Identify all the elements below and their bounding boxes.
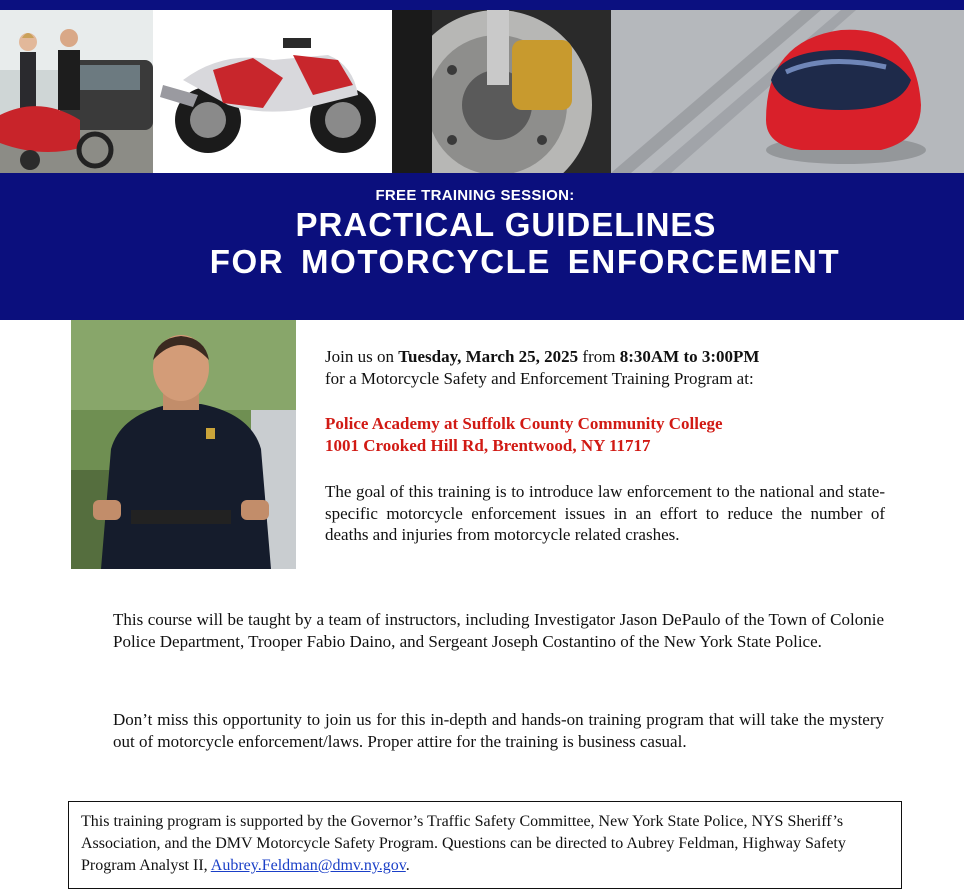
goal-paragraph: The goal of this training is to introduce law enforcement to the national and state-specific motorcycle enforcement issues in an effort to reduce the number of deaths and injuries from motorcycle related crashes. <box>325 482 885 544</box>
sponsor-text: This training program is supported by the Governor’s Traffic Safety Committee, New York State Police, NYS Sheriff’s Association, and the DMV Motorcycle Safety Program. Questions can be directed to Aubrey Feldman, Highway Safety Program Analyst II, <box>81 813 846 874</box>
sponsor-text-end: . <box>405 857 410 874</box>
sponsor-footer-text <box>81 811 889 877</box>
brake-disc-photo <box>392 10 611 173</box>
top-border-rule <box>0 0 964 10</box>
venue-block <box>325 413 885 456</box>
event-date: Tuesday, March 25, 2025 <box>398 347 579 366</box>
crash-scene-photo <box>0 10 153 173</box>
title-line-1: PRACTICAL GUIDELINES <box>295 206 717 243</box>
venue-address: 1001 Crooked Hill Rd, Brentwood, NY 11717 <box>325 435 651 455</box>
intro-program-line: for a Motorcycle Safety and Enforcement Training Program at: <box>325 368 754 388</box>
title-banner <box>0 173 964 320</box>
event-date-intro <box>325 346 885 389</box>
attire-paragraph: Don’t miss this opportunity to join us for this in-depth and hands-on training program that will take the mystery out of motorcycle enforcement/laws. Proper attire for the training is business casual. <box>113 710 884 751</box>
sport-motorcycle-photo <box>153 10 392 173</box>
title-line-2: FOR MOTORCYCLE ENFORCEMENT <box>209 243 841 280</box>
intro-lead-text: Join us on <box>325 347 399 366</box>
sponsor-footer-box <box>68 801 902 889</box>
intro-from-text: from <box>578 347 620 366</box>
event-time: 8:30AM to 3:00PM <box>619 347 760 366</box>
instructors-paragraph: This course will be taught by a team of instructors, including Investigator Jason DePaulo of the Town of Colonie Police Department, Trooper Fabio Daino, and Sergeant Joseph Costantino of the New York State Police. <box>113 610 884 651</box>
contact-email-link[interactable]: Aubrey.Feldman@dmv.ny.gov <box>210 857 406 874</box>
red-helmet-photo <box>611 10 964 173</box>
banner-kicker: FREE TRAINING SESSION: <box>375 187 575 204</box>
officer-portrait-photo <box>71 320 296 569</box>
venue-name: Police Academy at Suffolk County Community College <box>325 414 723 433</box>
